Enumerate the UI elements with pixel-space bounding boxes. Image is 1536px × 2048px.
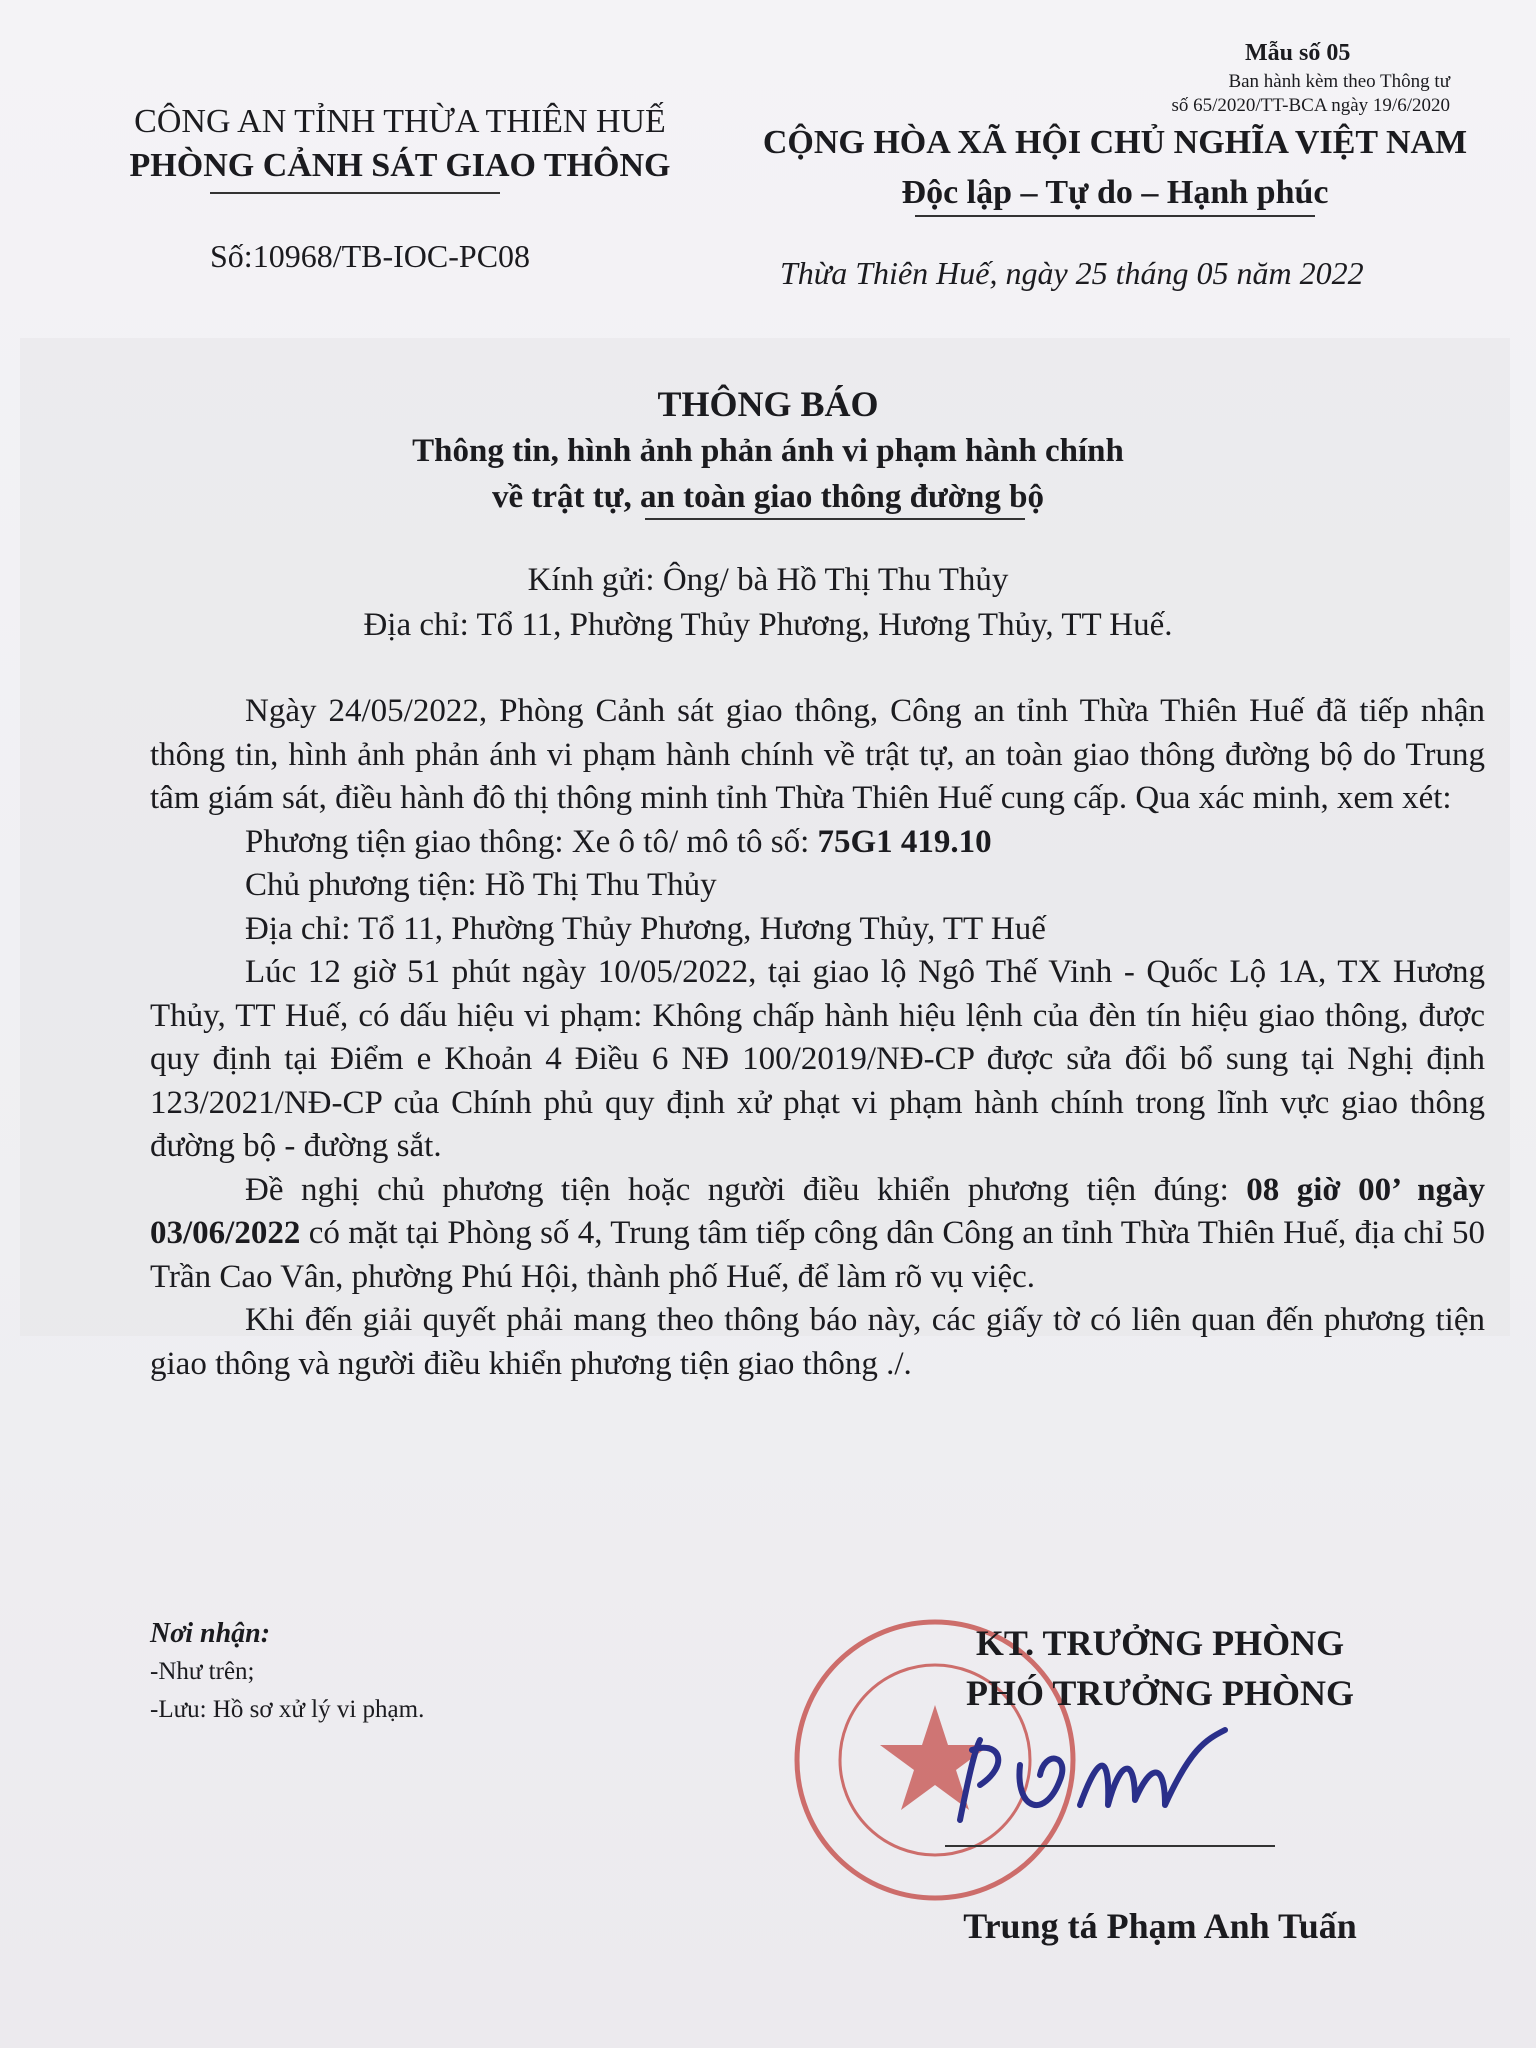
place-date: Thừa Thiên Huế, ngày 25 tháng 05 năm 2022 [780, 255, 1364, 291]
title-sub1: Thông tin, hình ảnh phản ánh vi phạm hành chính [412, 433, 1124, 469]
owner-line: Chủ phương tiện: Hồ Thị Thu Thủy [245, 867, 717, 903]
notice-body [150, 690, 1485, 1386]
paragraph-request [150, 1169, 1485, 1300]
sign-line2: PHÓ TRƯỞNG PHÒNG [965, 1673, 1354, 1713]
recipients-label: Nơi nhận: [150, 1618, 271, 1649]
agency-line1: CÔNG AN TỈNH THỪA THIÊN HUẾ [134, 103, 666, 140]
owner-address-line: Địa chỉ: Tổ 11, Phường Thủy Phương, Hương Thủy, TT Huế [245, 910, 1046, 947]
handwritten-signature-icon [950, 1710, 1280, 1860]
paragraph-bring-documents: Khi đến giải quyết phải mang theo thông báo này, các giấy tờ có liên quan đến phương tiện giao thông và người điều khiển phương tiện giao thông ./. [150, 1302, 1485, 1382]
motto-underline [915, 215, 1315, 217]
paragraph-violation: Lúc 12 giờ 51 phút ngày 10/05/2022, tại giao lộ Ngô Thế Vinh - Quốc Lộ 1A, TX Hương Thủy, TT Huế, có dấu hiệu vi phạm: Không chấp hành hiệu lệnh của đèn tín hiệu giao thông, được quy định tại Điểm e Khoản 4 Điều 6 NĐ 100/2019/NĐ-CP được sửa đổi bổ sung tại Nghị định 123/2021/NĐ-CP của Chính phủ quy định xử phạt vi phạm hành chính trong lĩnh vực giao thông đường bộ - đường sắt. [150, 954, 1485, 1164]
recipient-item-2: -Lưu: Hồ sơ xử lý vi phạm. [150, 1696, 425, 1723]
title-main: THÔNG BÁO [657, 384, 879, 424]
form-number: Mẫu số 05 [1245, 40, 1351, 66]
vehicle-plate: 75G1 419.10 [817, 823, 992, 860]
recipients-list [150, 1615, 424, 1729]
recipient-block [0, 558, 1536, 648]
request-text-b: có mặt tại Phòng số 4, Trung tâm tiếp công dân Công an tỉnh Thừa Thiên Huế, địa chỉ 50 Trần Cao Vân, phường Phú Hội, thành phố Huế, để làm rõ vụ việc. [150, 1215, 1485, 1295]
national-heading [715, 118, 1515, 218]
vehicle-label: Phương tiện giao thông: Xe ô tô/ mô tô số: [245, 823, 818, 860]
request-time: 08 giờ 00’ ngày 03/06/2022 [150, 1171, 1485, 1251]
issued-note-line1: Ban hành kèm theo Thông tư [1228, 71, 1450, 92]
recipient-item-1: -Như trên; [150, 1658, 255, 1685]
agency-line2: PHÒNG CẢNH SÁT GIAO THÔNG [129, 147, 671, 184]
agency-underline [210, 192, 500, 194]
signature-title [860, 1618, 1460, 1718]
request-text-a: Đề nghị chủ phương tiện hoặc người điều khiển phương tiện đúng: [245, 1171, 1247, 1208]
issued-note [1130, 70, 1450, 118]
vehicle-line [150, 821, 1485, 865]
title-sub2: về trật tự, an toàn giao thông đường bộ [491, 479, 1044, 515]
recipient-to: Kính gửi: Ông/ bà Hồ Thị Thu Thủy [527, 562, 1009, 598]
document-number: Số:10968/TB-IOC-PC08 [210, 238, 531, 274]
recipient-address: Địa chỉ: Tổ 11, Phường Thủy Phương, Hương Thủy, TT Huế. [363, 607, 1173, 643]
signer-name: Trung tá Phạm Anh Tuấn [963, 1906, 1357, 1946]
notice-title [0, 380, 1536, 520]
nation-line2: Độc lập – Tự do – Hạnh phúc [901, 174, 1329, 211]
sign-line1: KT. TRƯỞNG PHÒNG [975, 1623, 1345, 1663]
paragraph-receipt: Ngày 24/05/2022, Phòng Cảnh sát giao thông, Công an tỉnh Thừa Thiên Huế đã tiếp nhận thông tin, hình ảnh phản ánh vi phạm hành chính về trật tự, an toàn giao thông đường bộ do Trung tâm giám sát, điều hành đô thị thông minh tỉnh Thừa Thiên Huế cung cấp. Qua xác minh, xem xét: [150, 693, 1485, 816]
signature-underline [945, 1845, 1275, 1847]
agency-block [100, 100, 700, 188]
issued-note-line2: số 65/2020/TT-BCA ngày 19/6/2020 [1171, 95, 1450, 116]
nation-line1: CỘNG HÒA XÃ HỘI CHỦ NGHĨA VIỆT NAM [762, 124, 1468, 161]
title-underline [645, 518, 1025, 520]
